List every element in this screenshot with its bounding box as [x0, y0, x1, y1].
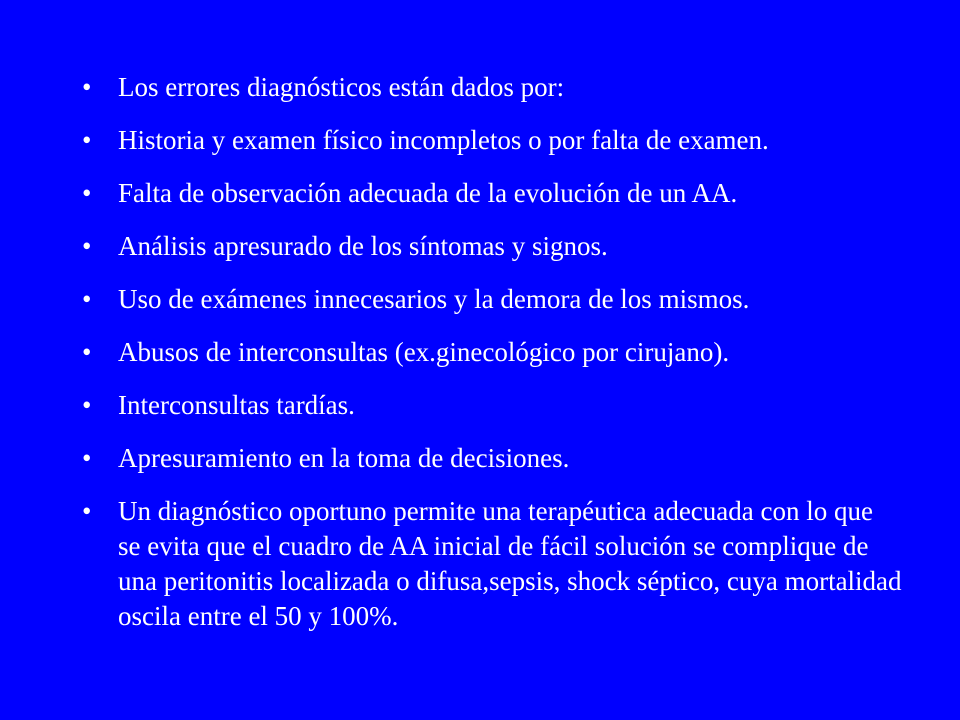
bullet-item	[82, 176, 902, 211]
bullet-text: Falta de observación adecuada de la evolución de un AA.	[118, 178, 738, 208]
bullet-text: Abusos de interconsultas (ex.ginecológico por cirujano).	[118, 337, 730, 367]
bullet-text: Los errores diagnósticos están dados por:	[118, 72, 565, 102]
bullet-text: Análisis apresurado de los síntomas y signos.	[118, 231, 608, 261]
bullet-item	[82, 123, 902, 158]
bullet-item	[82, 494, 902, 634]
bullet-item	[82, 441, 902, 476]
bullet-list	[82, 70, 902, 634]
bullet-icon: •	[82, 443, 92, 473]
bullet-text: Uso de exámenes innecesarios y la demora de los mismos.	[118, 284, 750, 314]
bullet-item	[82, 229, 902, 264]
bullet-icon: •	[82, 284, 92, 314]
bullet-text: Apresuramiento en la toma de decisiones.	[118, 443, 570, 473]
bullet-icon: •	[82, 178, 92, 208]
bullet-icon: •	[82, 496, 92, 526]
bullet-icon: •	[82, 390, 92, 420]
bullet-text: Interconsultas tardías.	[118, 390, 355, 420]
bullet-icon: •	[82, 337, 92, 367]
bullet-text: Un diagnóstico oportuno permite una terapéutica adecuada con lo que se evita que el cuadro de AA inicial de fácil solución se complique de una peritonitis localizada o difusa,sepsis, shock séptico, cuya mortalidad oscila entre el 50 y 100%.	[118, 496, 902, 631]
bullet-icon: •	[82, 125, 92, 155]
bullet-item	[82, 388, 902, 423]
bullet-text: Historia y examen físico incompletos o por falta de examen.	[118, 125, 769, 155]
bullet-icon: •	[82, 231, 92, 261]
bullet-item	[82, 282, 902, 317]
bullet-item	[82, 335, 902, 370]
bullet-item	[82, 70, 902, 105]
bullet-icon: •	[82, 72, 92, 102]
